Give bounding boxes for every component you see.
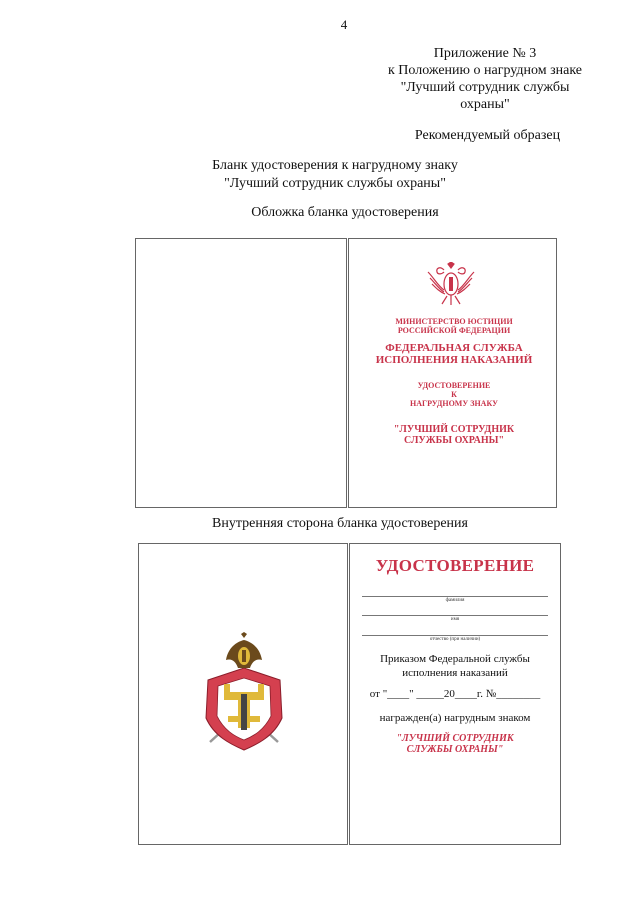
- cover-fsin-name: [352, 342, 556, 366]
- appendix-block: [370, 45, 600, 113]
- cover-text-line: СЛУЖБЫ ОХРАНЫ": [404, 435, 504, 446]
- cover-text-line: МИНИСТЕРСТВО ЮСТИЦИИ: [395, 317, 513, 326]
- inner-badge-name: [355, 733, 555, 755]
- cover-left-panel: [135, 238, 347, 508]
- cover-ministry: [352, 317, 556, 335]
- cover-text-line: "ЛУЧШИЙ СОТРУДНИК: [393, 424, 515, 435]
- order-date-line: от "____" _____20____г. №________: [369, 688, 541, 700]
- order-text: [355, 652, 555, 680]
- surname-line: [362, 596, 548, 597]
- blank-title-line: "Лучший сотрудник службы охраны": [224, 176, 446, 191]
- surname-caption: фамилия: [445, 598, 465, 603]
- inner-text-line: СЛУЖБЫ ОХРАНЫ": [406, 744, 504, 755]
- cover-section-title: Обложка бланка удостоверения: [251, 205, 439, 220]
- recommended-sample-label: Рекомендуемый образец: [414, 128, 561, 143]
- cover-text-line: К: [451, 390, 457, 399]
- inner-text-line: "ЛУЧШИЙ СОТРУДНИК: [396, 733, 514, 744]
- cover-text-line: УДОСТОВЕРЕНИЕ: [417, 381, 491, 390]
- name-line: [362, 615, 548, 616]
- appendix-line: Приложение № 3: [433, 46, 537, 61]
- order-line: исполнения наказаний: [402, 667, 508, 679]
- name-caption: имя: [450, 617, 460, 622]
- cover-certificate-label: [352, 381, 556, 408]
- blank-title: [170, 157, 500, 193]
- appendix-line: к Положению о нагрудном знаке: [387, 63, 582, 78]
- appendix-line: "Лучший сотрудник службы: [400, 80, 570, 95]
- awarded-text: награжден(а) нагрудным знаком: [379, 712, 531, 724]
- cover-text-line: НАГРУДНОМУ ЗНАКУ: [410, 399, 498, 408]
- appendix-line: охраны": [460, 97, 510, 112]
- cover-text-line: РОССИЙСКОЙ ФЕДЕРАЦИИ: [397, 326, 511, 335]
- patronymic-line: [362, 635, 548, 636]
- cover-text-line: ИСПОЛНЕНИЯ НАКАЗАНИЙ: [375, 354, 533, 366]
- page-number: 4: [340, 17, 348, 32]
- badge-emblem: [200, 632, 288, 754]
- blank-title-line: Бланк удостоверения к нагрудному знаку: [212, 158, 458, 173]
- cover-text-line: ФЕДЕРАЛЬНАЯ СЛУЖБА: [385, 342, 523, 354]
- patronymic-caption: отчество (при наличии): [429, 637, 481, 642]
- fsin-eagle-emblem: [426, 262, 476, 306]
- order-line: Приказом Федеральной службы: [380, 653, 530, 665]
- cover-badge-name: [352, 424, 556, 446]
- inner-section-title: Внутренняя сторона бланка удостоверения: [212, 516, 468, 531]
- inner-heading: УДОСТОВЕРЕНИЕ: [375, 556, 535, 575]
